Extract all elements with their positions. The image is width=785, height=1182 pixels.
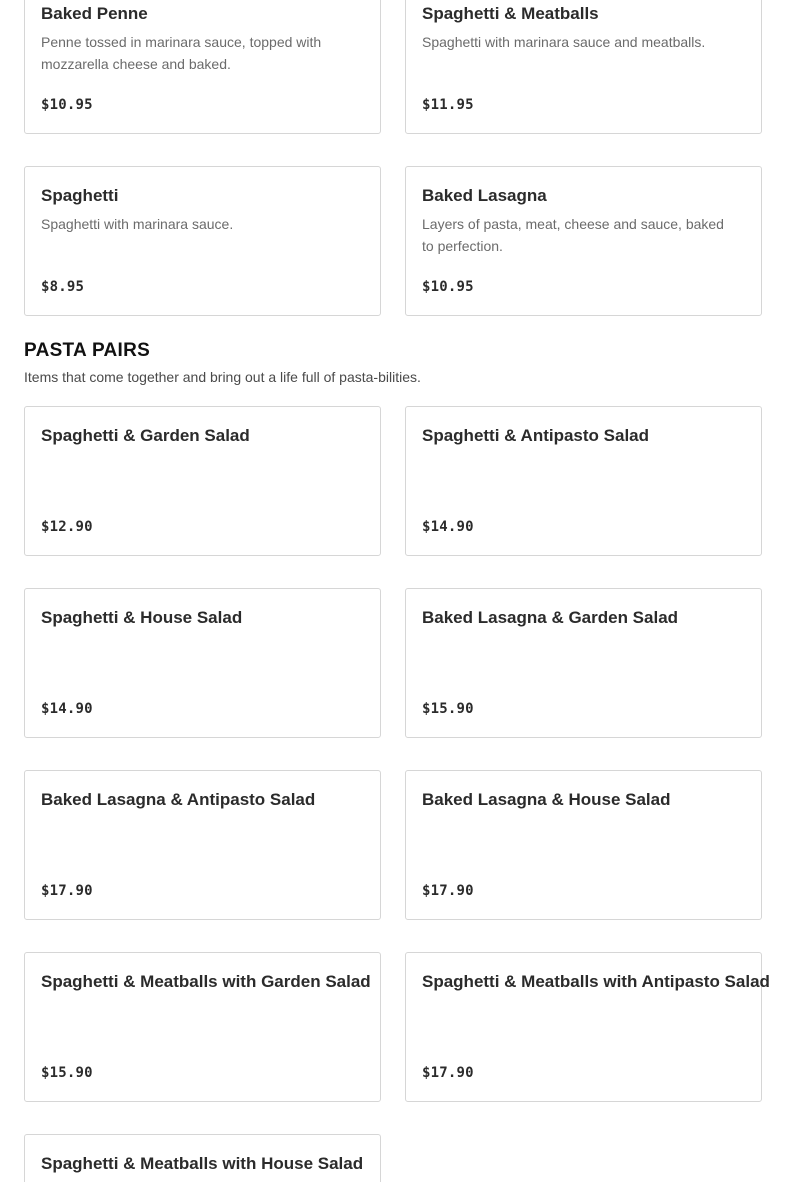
menu-item-name: Spaghetti & Antipasto Salad [422, 426, 650, 445]
menu-item-price: $17.90 [41, 883, 93, 899]
menu-item-description: Layers of pasta, meat, cheese and sauce, baked to perfection. [422, 216, 724, 254]
menu-item-card[interactable] [24, 406, 381, 556]
menu-item-price: $10.95 [41, 97, 93, 113]
menu-item-price: $15.90 [41, 1065, 93, 1081]
menu-item-card[interactable] [405, 0, 762, 134]
menu-item-card[interactable] [405, 588, 762, 738]
menu-item-card[interactable] [24, 0, 381, 134]
menu-item-name: Baked Lasagna & Antipasto Salad [41, 790, 316, 809]
menu-item-price: $8.95 [41, 279, 85, 295]
menu-item-card[interactable] [405, 952, 770, 1102]
menu-item-price: $14.90 [422, 519, 474, 535]
menu-item-name: Spaghetti & Meatballs with Antipasto Salad [422, 972, 770, 991]
menu-item-name: Spaghetti & Garden Salad [41, 426, 250, 445]
menu-item-description: Spaghetti with marinara sauce. [41, 216, 234, 232]
menu-item-price: $17.90 [422, 1065, 474, 1081]
menu-item-price: $15.90 [422, 701, 474, 717]
menu-item-price: $11.95 [422, 97, 474, 113]
menu-item-card[interactable] [24, 588, 381, 738]
menu-item-name: Spaghetti & House Salad [41, 608, 243, 627]
menu-item-name: Spaghetti & Meatballs with House Salad [41, 1154, 364, 1173]
menu-item-name: Baked Penne [41, 4, 148, 23]
menu-item-card[interactable] [24, 166, 381, 316]
menu-item-price: $12.90 [41, 519, 93, 535]
menu-item-name: Baked Lasagna [422, 186, 547, 205]
menu-item-price: $14.90 [41, 701, 93, 717]
section-description: Items that come together and bring out a life full of pasta-bilities. [24, 369, 421, 385]
menu-item-name: Spaghetti & Meatballs with Garden Salad [41, 972, 371, 991]
menu-item-price: $10.95 [422, 279, 474, 295]
menu-item-card[interactable] [405, 770, 762, 920]
menu-item-name: Baked Lasagna & House Salad [422, 790, 671, 809]
menu-item-card[interactable] [24, 1134, 381, 1182]
menu-item-card[interactable] [24, 952, 381, 1102]
menu-item-card[interactable] [405, 166, 762, 316]
menu-item-card[interactable] [405, 406, 762, 556]
menu-item-card[interactable] [24, 770, 381, 920]
section-title: PASTA PAIRS [24, 340, 151, 361]
menu-item-name: Baked Lasagna & Garden Salad [422, 608, 679, 627]
menu-item-name: Spaghetti [41, 186, 119, 205]
menu-item-description: Penne tossed in marinara sauce, topped with mozzarella cheese and baked. [41, 34, 322, 72]
menu-item-description: Spaghetti with marinara sauce and meatballs. [422, 34, 706, 50]
menu-item-name: Spaghetti & Meatballs [422, 4, 599, 23]
menu-item-price: $17.90 [422, 883, 474, 899]
